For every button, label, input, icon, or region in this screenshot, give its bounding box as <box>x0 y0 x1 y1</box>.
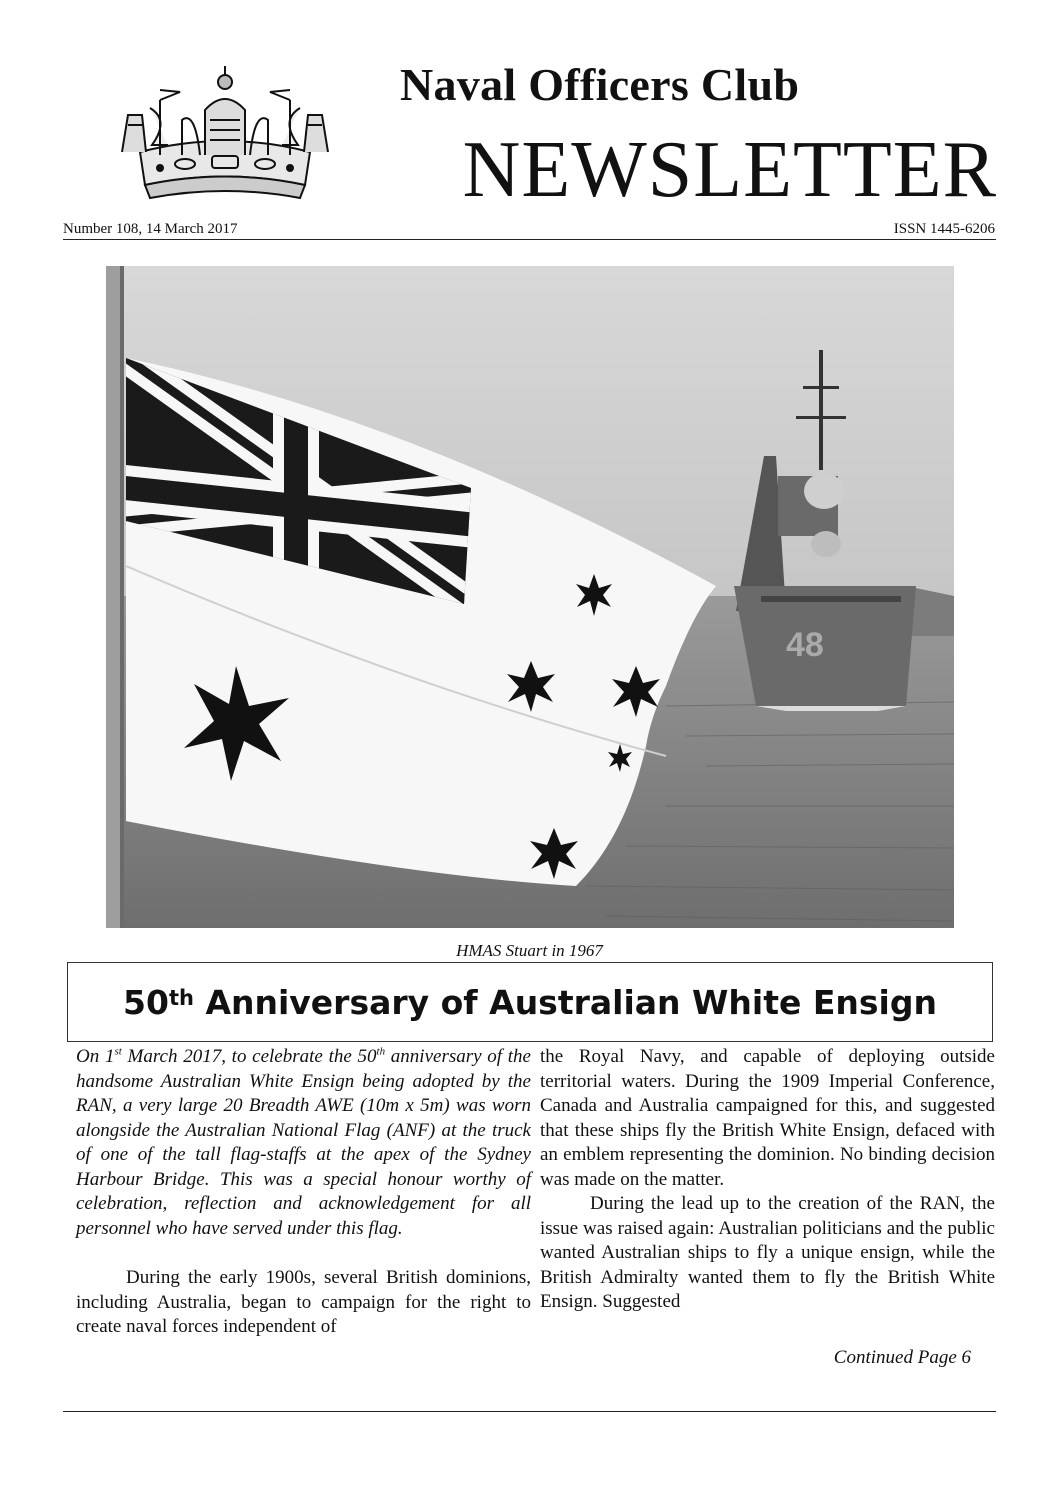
ensign-and-ship-photo <box>106 266 954 928</box>
article-column-right <box>540 1045 995 1315</box>
headline-suffix: th <box>168 986 194 1010</box>
issn: ISSN 1445-6206 <box>893 221 995 237</box>
article-paragraph-1-continued: the Royal Navy, and capable of deploying outside territorial waters. During the 1909 Imperial Conference, Canada and Australia campaigned for this, and suggested that these ships fly the British White Ensign, defaced with an emblem representing the dominion. No binding decision was made on the matter. <box>540 1046 995 1190</box>
headline-number: 50 <box>123 982 169 1022</box>
club-name: Naval Officers Club <box>400 59 800 110</box>
newsletter-title: NEWSLETTER <box>462 126 997 214</box>
naval-crown-logo <box>100 60 350 220</box>
headline-text: Anniversary of Australian White Ensign <box>193 982 937 1022</box>
continued-link[interactable]: Continued Page 6 <box>833 1347 971 1368</box>
article-paragraph-1: During the early 1900s, several British dominions, including Australia, began to campaign for the right to create naval forces independent of <box>76 1267 531 1337</box>
article-paragraph-2: During the lead up to the creation of the RAN, the issue was raised again: Australian politicians and the public wanted Australian ships to fly a unique ensign, while the British Admiralty wanted them to fly the British White Ensign. Suggested <box>540 1193 995 1312</box>
headline <box>67 962 993 1042</box>
footer-rule <box>63 1411 996 1412</box>
article-intro: On 1st March 2017, to celebrate the 50th anniversary of the handsome Australian White Ensign being adopted by the RAN, a very large 20 Breadth AWE (10m x 5m) was worn alongside the Australian National Flag (ANF) at the truck of one of the tall flag-staffs at the apex of the Sydney Harbour Bridge. This was a special honour worthy of celebration, reflection and acknowledgement for all personnel who have served under this flag. <box>76 1045 531 1239</box>
masthead-rule <box>63 239 996 240</box>
hull-number: 48 <box>786 626 824 664</box>
photo-caption: HMAS Stuart in 1967 <box>456 941 603 960</box>
issue-number: Number 108, 14 March 2017 <box>63 221 238 237</box>
article-column-left <box>76 1045 531 1340</box>
